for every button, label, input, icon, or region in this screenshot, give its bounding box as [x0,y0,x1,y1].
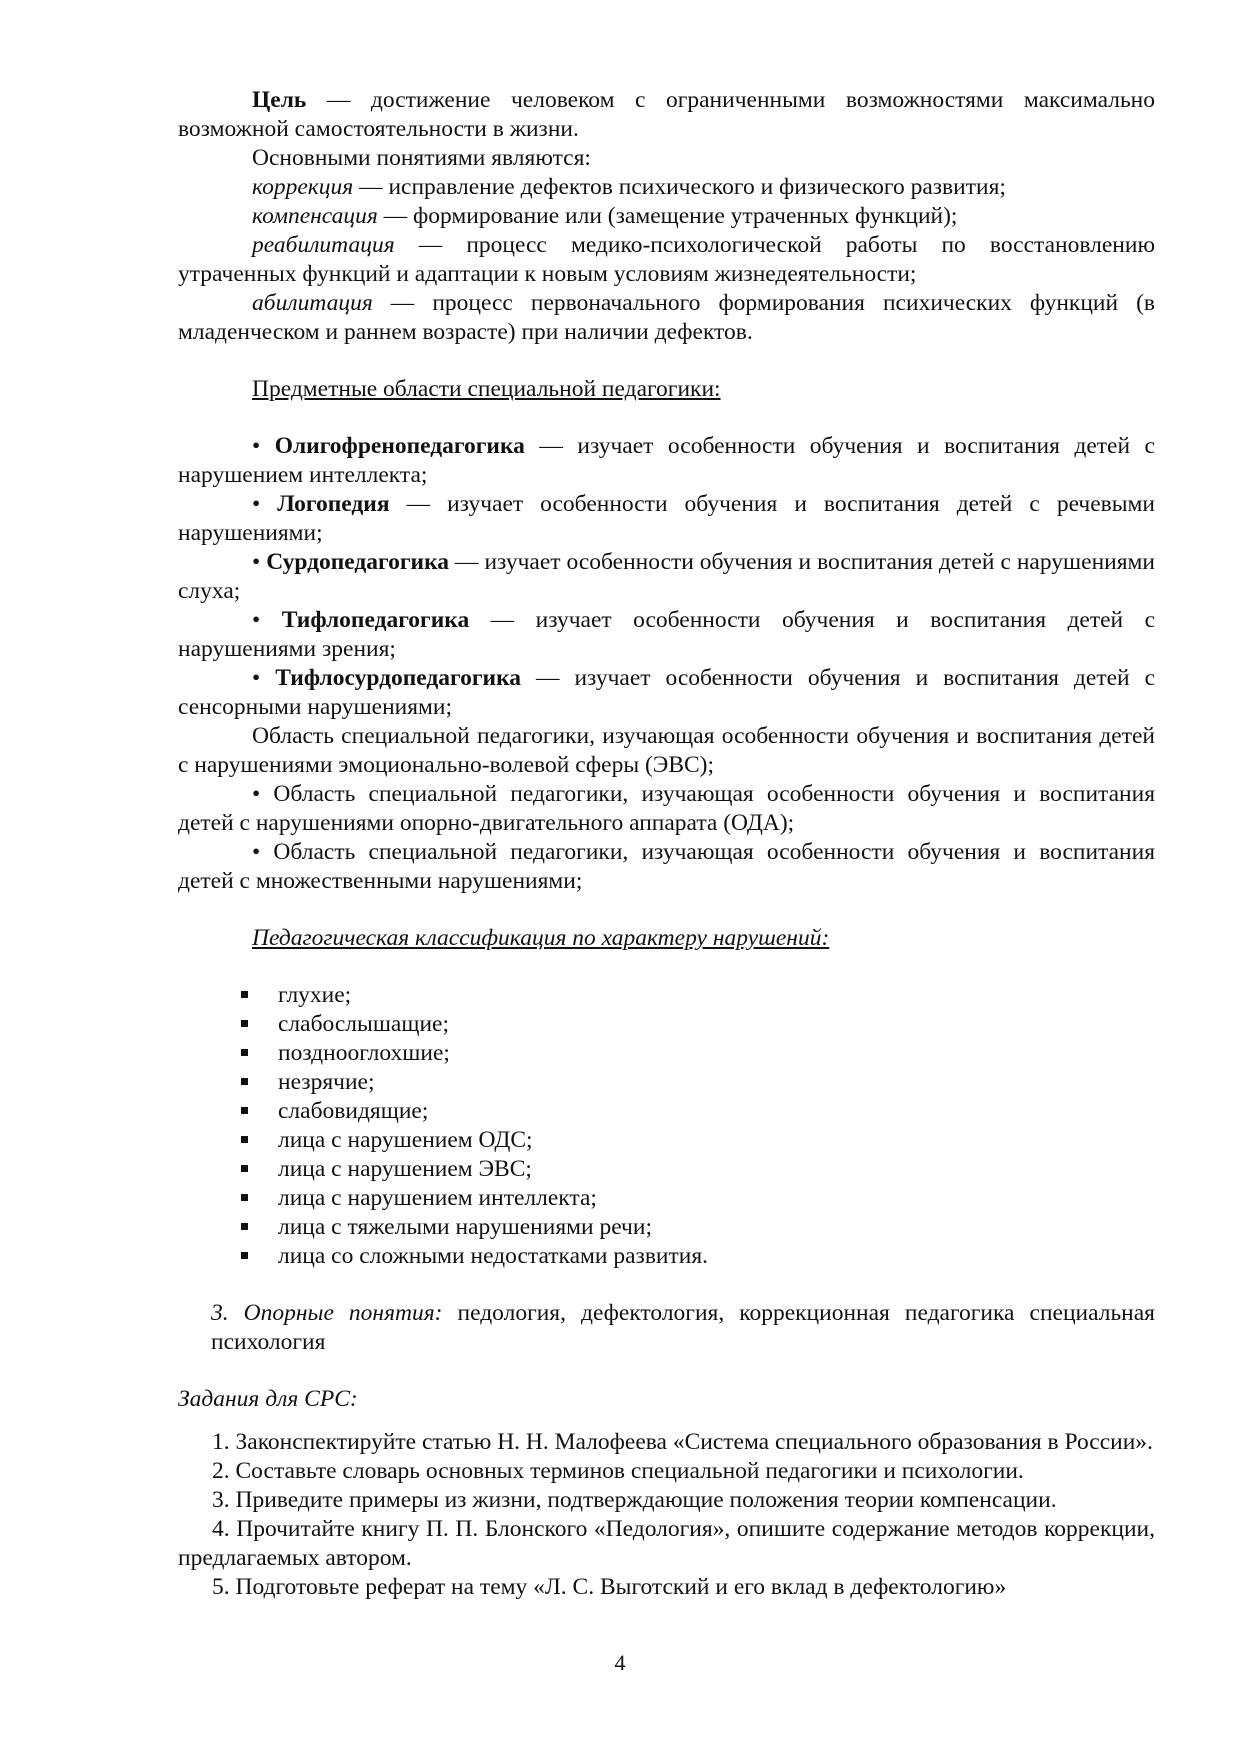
area-term: Тифлосурдопедагогика [275,665,522,691]
area-item [178,548,1155,606]
goal-text: — достижение человеком с ограниченными возможностями максимально возможной самостоятельности в жизни. [178,87,1155,142]
concept-compensation [178,202,1155,231]
area-term: Логопедия [277,491,390,517]
concept-habilitation [178,289,1155,347]
concept-text: — формирование или (замещение утраченных функций); [377,203,958,229]
area-item [178,490,1155,548]
area-text: — изучает особенности обучения и воспитания детей с нарушениями слуха; [178,549,1155,604]
goal-paragraph [178,86,1155,144]
area-text: — изучает особенности обучения и воспитания детей с нарушениями зрения; [178,607,1155,662]
task-item: 5. Подготовьте реферат на тему «Л. С. Выготский и его вклад в дефектологию» [212,1574,1007,1600]
list-item: лица со сложными недостатками развития. [178,1242,1155,1271]
concepts-intro: Основными понятиями являются: [252,145,591,171]
supporting-label: 3. Опорные понятия: [211,1300,443,1326]
goal-term: Цель [252,87,307,113]
classification-list [178,981,1155,1271]
tasks-heading: Задания для СРС: [178,1386,358,1412]
area-term: Сурдопедагогика [266,549,450,575]
area-item [178,432,1155,490]
concept-text: — процесс первоначального формирования психических функций (в младенческом и раннем возрасте) при наличии дефектов. [178,290,1155,345]
concept-rehabilitation [178,231,1155,289]
area-evs: Область специальной педагогики, изучающая особенности обучения и воспитания детей с нарушениями эмоционально-волевой сферы (ЭВС); [178,723,1155,778]
bullet: • [252,607,282,633]
area-text: — изучает особенности обучения и воспитания детей с речевыми нарушениями; [178,491,1156,546]
list-item: слабослышащие; [178,1010,1155,1039]
bullet: • [252,433,275,459]
list-item: глухие; [178,981,1155,1010]
concept-term: коррекция [252,174,354,200]
area-text: — изучает особенности обучения и воспитания детей с нарушением интеллекта; [178,433,1155,488]
bullet: • [252,491,278,517]
concept-term: компенсация [252,203,378,229]
document-page [178,86,1155,1602]
concept-term: реабилитация [252,232,395,258]
list-item: слабовидящие; [178,1097,1155,1126]
list-item: лица с нарушением ОДС; [178,1126,1155,1155]
concept-correction [178,173,1155,202]
area-item [178,664,1155,722]
area-oda: • Область специальной педагогики, изучающая особенности обучения и воспитания детей с нарушениями опорно-двигательного аппарата (ОДА); [178,781,1155,836]
areas-heading: Предметные области специальной педагогики: [252,376,721,402]
task-item: 2. Составьте словарь основных терминов специальной педагогики и психологии. [212,1458,1024,1484]
bullet: • [252,549,267,575]
task-item: 4. Прочитайте книгу П. П. Блонского «Педология», опишите содержание методов коррекции, предлагаемых автором. [178,1516,1155,1571]
concept-text: — процесс медико-психологической работы по восстановлению утраченных функций и адаптации к новым условиям жизнедеятельности; [178,232,1155,287]
list-item: лица с нарушением ЭВС; [178,1155,1155,1184]
concept-term: абилитация [252,290,373,316]
concept-text: — исправление дефектов психического и физического развития; [353,174,1006,200]
list-item: незрячие; [178,1068,1155,1097]
supporting-concepts [178,1299,1155,1357]
task-item: 1. Законспектируйте статью Н. Н. Малофеева «Система специального образования в России». [212,1429,1153,1455]
area-text: — изучает особенности обучения и воспитания детей с сенсорными нарушениями; [178,665,1156,720]
list-item: позднооглохшие; [178,1039,1155,1068]
list-item: лица с тяжелыми нарушениями речи; [178,1213,1155,1242]
list-item: лица с нарушением интеллекта; [178,1184,1155,1213]
supporting-text: педология, дефектология, коррекционная педагогика специальная психология [211,1300,1155,1355]
bullet: • [252,665,276,691]
area-item [178,606,1155,664]
area-term: Олигофренопедагогика [274,433,525,459]
task-item: 3. Приведите примеры из жизни, подтверждающие положения теории компенсации. [212,1487,1057,1513]
page-number: 4 [614,1650,626,1675]
area-term: Тифлопедагогика [281,607,470,633]
classification-heading: Педагогическая классификация по характеру нарушений: [252,925,830,951]
area-multiple: • Область специальной педагогики, изучающая особенности обучения и воспитания детей с множественными нарушениями; [178,839,1155,894]
